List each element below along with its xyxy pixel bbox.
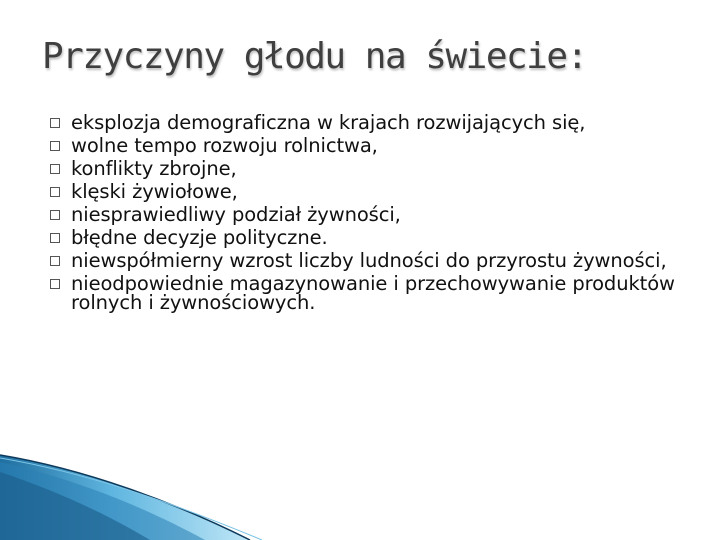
slide-title: Przyczyny głodu na świecie: bbox=[42, 36, 587, 77]
square-bullet-icon bbox=[50, 279, 60, 289]
square-bullet-icon bbox=[50, 187, 60, 197]
list-item: konflikty zbrojne, bbox=[50, 159, 690, 178]
list-item: niesprawiedliwy podział żywności, bbox=[50, 205, 690, 224]
square-bullet-icon bbox=[50, 164, 60, 174]
list-item: nieodpowiednie magazynowanie i przechowywanie produktów rolnych i żywnościowych. bbox=[50, 274, 690, 312]
square-bullet-icon bbox=[50, 141, 60, 151]
square-bullet-icon bbox=[50, 210, 60, 220]
list-item: błędne decyzje polityczne. bbox=[50, 228, 690, 247]
list-item: wolne tempo rozwoju rolnictwa, bbox=[50, 136, 690, 155]
square-bullet-icon bbox=[50, 256, 60, 266]
list-item: klęski żywiołowe, bbox=[50, 182, 690, 201]
square-bullet-icon bbox=[50, 118, 60, 128]
bullet-list bbox=[50, 113, 690, 316]
square-bullet-icon bbox=[50, 233, 60, 243]
list-item: niewspółmierny wzrost liczby ludności do przyrostu żywności, bbox=[50, 251, 690, 270]
list-item: eksplozja demograficzna w krajach rozwijających się, bbox=[50, 113, 690, 132]
